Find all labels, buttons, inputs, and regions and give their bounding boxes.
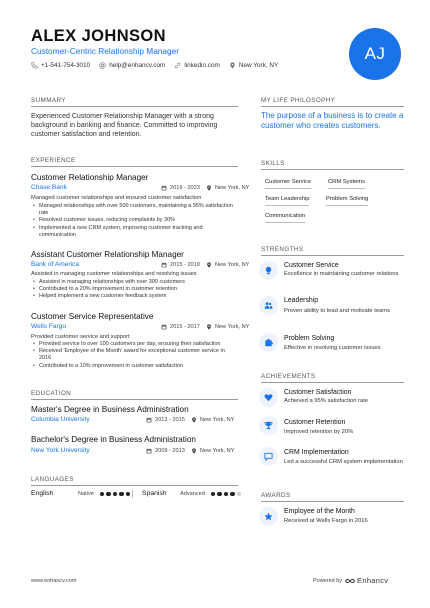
list-item: • Received 'Employee of the Month' award for exceptional customer service in 2016 [31, 348, 236, 362]
location-pin-icon [206, 324, 212, 330]
language-rating [211, 492, 241, 496]
calendar-icon [161, 262, 167, 268]
language-rating [100, 492, 130, 496]
puzzle-icon [259, 333, 278, 352]
calendar-icon [146, 417, 152, 423]
job-meta [161, 262, 249, 268]
achievement-desc: Improved retention by 20% [284, 429, 354, 435]
language-name: Spanish [142, 490, 167, 497]
job-location: New York, NY [214, 262, 250, 268]
calendar-icon [161, 185, 167, 191]
job-bullets [31, 203, 236, 239]
contact-row [31, 62, 278, 69]
job-title: Customer Relationship Manager [31, 173, 149, 182]
chat-icon [259, 447, 278, 466]
powered-by-label: Powered by [313, 577, 343, 584]
education-dates: 2013 - 2015 [155, 417, 185, 423]
school-name: Columbia University [31, 416, 90, 423]
skill-tag: Communication [265, 213, 305, 223]
achievement-title: Customer Satisfaction [284, 389, 352, 396]
rating-dot [230, 492, 234, 496]
contact-linkedin[interactable] [174, 62, 220, 69]
education-meta [146, 417, 234, 423]
language-level: Native [78, 491, 94, 497]
job-description: Managed customer relationships and ensured customer satisfaction [31, 195, 202, 201]
job-description: Provided customer service and support [31, 334, 130, 340]
candidate-headline: Customer-Centric Relationship Manager [31, 46, 180, 56]
experience-divider [31, 166, 238, 167]
job-company: Chase Bank [31, 184, 67, 191]
languages-title: LANGUAGES [31, 476, 74, 483]
achievements-divider [261, 382, 404, 383]
rating-dot [237, 492, 241, 496]
contact-location-text: New York, NY [238, 62, 279, 69]
skills-divider [261, 169, 404, 170]
experience-title: EXPERIENCE [31, 157, 76, 164]
job-dates: 2015 - 2019 [170, 262, 200, 268]
contact-email-text: help@enhancv.com [109, 62, 166, 69]
job-title: Assistant Customer Relationship Manager [31, 250, 184, 259]
job-bullets [31, 279, 236, 301]
job-bullets [31, 341, 236, 370]
rating-dot [217, 492, 221, 496]
awards-divider [261, 501, 404, 502]
calendar-icon [146, 448, 152, 454]
rating-dot [126, 492, 130, 496]
lightbulb-icon [259, 261, 278, 280]
trophy-icon [259, 416, 278, 435]
job-description: Assisted in managing customer relationships and resolving issues [31, 271, 197, 277]
job-meta [161, 185, 249, 191]
brand-logo[interactable] [345, 576, 388, 585]
awards-title: AWARDS [261, 492, 291, 499]
summary-title: SUMMARY [31, 97, 66, 104]
award-desc: Received at Wells Fargo in 2016 [284, 518, 368, 524]
rating-dot [119, 492, 123, 496]
list-item: • Helped implement a new customer feedback system [31, 293, 236, 300]
achievement-desc: Led a successful CRM system implementation [284, 459, 403, 465]
skill-tag: Team Leadership [265, 196, 309, 206]
philosophy-quote: The purpose of a business is to create a customer who creates customers. [261, 111, 404, 131]
summary-text: Experienced Customer Relationship Manager with a strong background in banking and finance. Committed to improving customer satisfaction and retention. [31, 113, 218, 139]
at-icon [99, 62, 106, 69]
education-dates: 2009 - 2013 [155, 448, 185, 454]
skills-title: SKILLS [261, 160, 285, 167]
location-pin-icon [191, 417, 197, 423]
rating-dot [106, 492, 110, 496]
education-location: New York, NY [199, 448, 235, 454]
strength-title: Customer Service [284, 262, 339, 269]
job-meta [161, 324, 249, 330]
education-divider [31, 399, 238, 400]
footer-branding [313, 576, 388, 585]
brand-mark-icon [345, 577, 355, 585]
strength-title: Leadership [284, 297, 319, 304]
list-item: • Contributed to a 20% improvement in customer retention [31, 286, 236, 293]
contact-location [229, 62, 278, 69]
degree-title: Bachelor's Degree in Business Administration [31, 435, 196, 444]
heart-icon [259, 388, 278, 407]
list-item: • Contributed to a 10% improvement in customer satisfaction [31, 363, 236, 370]
languages-divider [31, 485, 238, 486]
location-pin-icon [206, 185, 212, 191]
language-level: Advanced [180, 491, 205, 497]
summary-divider [31, 106, 238, 107]
job-company: Bank of America [31, 261, 80, 268]
education-meta [146, 448, 234, 454]
phone-icon [31, 62, 38, 69]
location-pin-icon [206, 262, 212, 268]
avatar: AJ [349, 28, 401, 80]
rating-dot [113, 492, 117, 496]
language-separator [132, 490, 133, 498]
award-title: Employee of the Month [284, 508, 355, 515]
rating-dot [211, 492, 215, 496]
degree-title: Master's Degree in Business Administration [31, 405, 189, 414]
calendar-icon [161, 324, 167, 330]
achievement-desc: Achieved a 95% satisfaction rate [284, 398, 369, 404]
achievements-title: ACHIEVEMENTS [261, 373, 316, 380]
school-name: New York University [31, 447, 90, 454]
education-title: EDUCATION [31, 390, 72, 397]
contact-phone[interactable] [31, 62, 90, 69]
candidate-name: ALEX JOHNSON [31, 27, 166, 45]
list-item: • Assisted in managing relationships with over 300 customers [31, 279, 236, 286]
strength-desc: Effective in resolving customer issues [284, 345, 381, 351]
job-dates: 2019 - 2023 [170, 185, 200, 191]
strength-desc: Excellence in maintaining customer relations [284, 271, 399, 277]
skill-tag: Problem Solving [326, 196, 368, 206]
job-location: New York, NY [214, 185, 250, 191]
list-item: • Managed relationships with over 500 customers, maintaining a 95% satisfaction rate [31, 203, 236, 217]
list-item: • Provided service to over 100 customers per day, ensuring their satisfaction [31, 341, 236, 348]
contact-linkedin-text: linkedin.com [184, 62, 220, 69]
strengths-title: STRENGTHS [261, 246, 304, 253]
achievement-title: Customer Retention [284, 419, 346, 426]
star-icon [259, 507, 278, 526]
strength-title: Problem Solving [284, 335, 335, 342]
language-name: English [31, 490, 54, 497]
list-item: • Resolved customer issues, reducing complaints by 30% [31, 217, 236, 224]
link-icon [174, 62, 181, 69]
strength-desc: Proven ability to lead and motivate teams [284, 308, 391, 314]
location-pin-icon [229, 62, 236, 69]
brand-name: Enhancv [357, 576, 389, 585]
rating-dot [100, 492, 104, 496]
location-pin-icon [191, 448, 197, 454]
job-title: Customer Service Representative [31, 312, 154, 321]
strengths-divider [261, 255, 404, 256]
list-item: • Implemented a new CRM system, improving customer tracking and communication [31, 225, 236, 239]
contact-phone-text: +1-541-754-3010 [41, 62, 91, 69]
achievement-title: CRM Implementation [284, 449, 349, 456]
job-location: New York, NY [214, 324, 250, 330]
education-location: New York, NY [199, 417, 235, 423]
skill-tag: Customer Service [265, 179, 311, 189]
philosophy-title: MY LIFE PHILOSOPHY [261, 97, 336, 104]
footer-website[interactable]: www.enhancv.com [31, 578, 77, 584]
job-dates: 2015 - 2017 [170, 324, 200, 330]
job-company: Wells Fargo [31, 323, 67, 330]
skill-tag: CRM Systems [328, 179, 365, 189]
people-icon [259, 296, 278, 315]
rating-dot [224, 492, 228, 496]
contact-email[interactable] [99, 62, 165, 69]
philosophy-divider [261, 106, 404, 107]
